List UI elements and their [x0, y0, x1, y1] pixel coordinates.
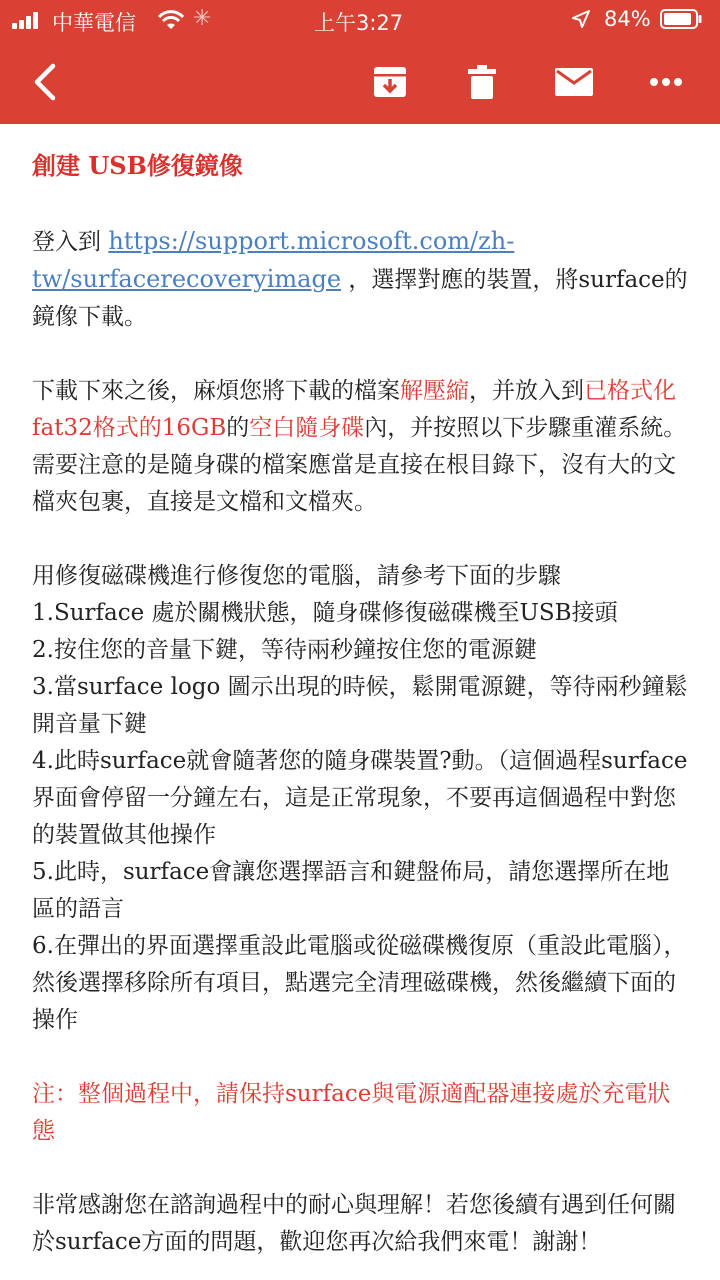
more-button[interactable]: [644, 40, 688, 124]
archive-icon: [372, 65, 408, 99]
archive-button[interactable]: [368, 40, 412, 124]
more-icon: [649, 77, 683, 87]
carrier-name: 中華電信: [52, 11, 136, 35]
prepare-usb-paragraph: 下載下來之後，麻煩您將下載的檔案解壓縮，并放入到已格式化fat32格式的16GB的空白隨身碟內，并按照以下步驟重灌系統。需要注意的是隨身碟的檔案應當是直接在根目錄下，沒有大的文檔夾包裹，直接是文檔和文檔夾。: [32, 378, 687, 515]
email-title: 創建 USB修復鏡像: [32, 151, 243, 180]
battery-percent: 84%: [604, 7, 651, 31]
step-5: 5.此時，surface會讓您選擇語言和鍵盤佈局，請您選擇所在地區的語言: [32, 859, 670, 922]
email-body: [32, 146, 692, 1261]
mail-icon: [554, 67, 594, 97]
trash-icon: [468, 64, 496, 100]
status-bar: [0, 0, 720, 40]
back-arrow-icon: [31, 62, 57, 102]
location-arrow-icon: [572, 10, 590, 28]
back-button[interactable]: [22, 40, 66, 124]
step-4: 4.此時surface就會隨著您的隨身碟裝置?動。（這個過程surface界面會停留一分鐘左右，這是正常現象，不要再這個過程中對您的裝置做其他操作: [32, 748, 688, 848]
signal-icon: [12, 11, 42, 29]
thanks-paragraph: 非常感謝您在諮詢過程中的耐心與理解！若您後續有遇到任何關於surface方面的問題，歡迎您再次給我們來電！謝謝！: [32, 1192, 676, 1255]
recovery-image-link[interactable]: https://support.microsoft.com/zh-tw/surfacerecoveryimage: [32, 227, 515, 293]
mark-unread-button[interactable]: [550, 40, 598, 124]
app-header: [0, 0, 720, 124]
delete-button[interactable]: [460, 40, 504, 124]
battery-icon: [660, 9, 702, 29]
step-3: 3.當surface logo 圖示出現的時候，鬆開電源鍵，等待兩秒鐘鬆開音量下鍵: [32, 674, 688, 737]
wifi-icon: [156, 9, 186, 31]
activity-spinner-icon: ✳: [193, 6, 212, 31]
steps-intro: 用修復磁碟機進行修復您的電腦，請參考下面的步驟: [32, 563, 561, 589]
step-2: 2.按住您的音量下鍵，等待兩秒鐘按住您的電源鍵: [32, 637, 537, 663]
clock: 上午3:27: [314, 11, 404, 35]
download-paragraph: 登入到 https://support.microsoft.com/zh-tw/surfacerecoveryimage ，選擇對應的裝置，將surface的鏡像下載。: [32, 227, 688, 330]
power-note: 注：整個過程中，請保持surface與電源適配器連接處於充電狀態: [32, 1081, 671, 1144]
email-toolbar: [0, 40, 720, 124]
step-1: 1.Surface 處於關機狀態，隨身碟修復磁碟機至USB接頭: [32, 600, 618, 626]
step-6: 6.在彈出的界面選擇重設此電腦或從磁碟機復原（重設此電腦），然後選擇移除所有項目，點選完全清理磁碟機，然後繼續下面的操作: [32, 933, 687, 1033]
